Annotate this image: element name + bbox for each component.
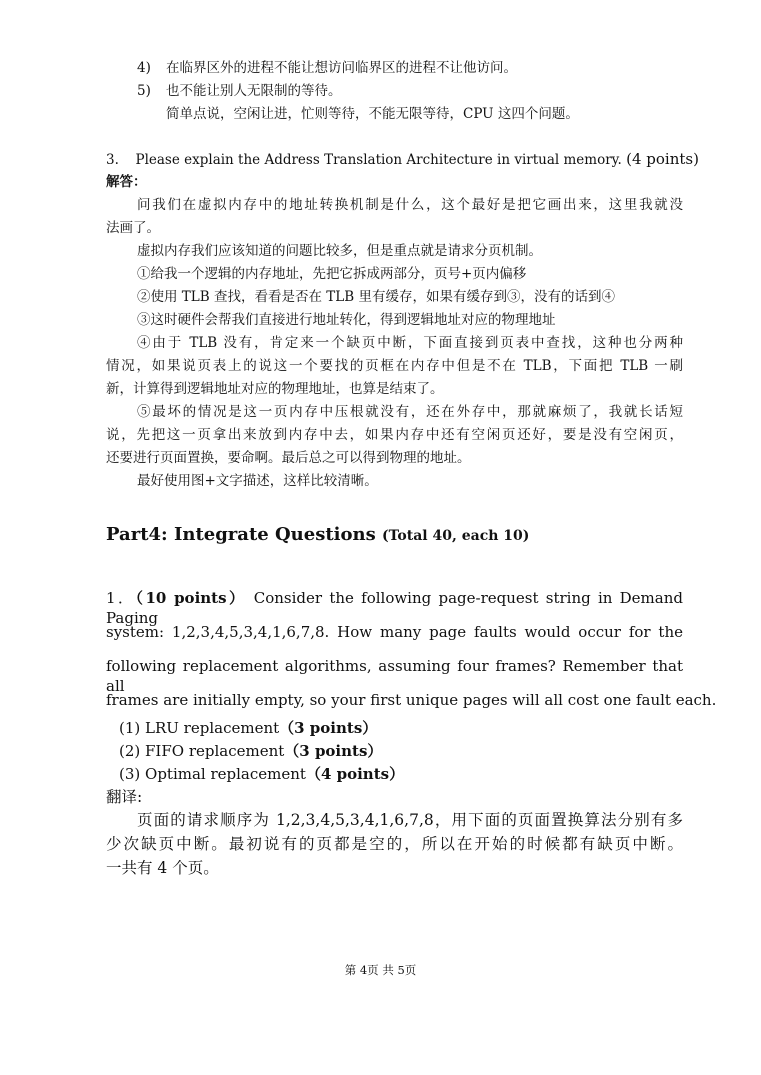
list-number: 4)	[137, 60, 151, 76]
answer-line: 还要进行页面置换，要命啊。最后总之可以得到物理的地址。	[106, 450, 471, 466]
answer-line: 新，计算得到逻辑地址对应的物理地址，也算是结束了。	[106, 381, 444, 397]
page-footer: 第 4页 共 5页	[344, 963, 417, 977]
question-3	[106, 150, 699, 169]
answer-line: 最好使用图+文字描述，这样比较清晰。	[137, 473, 378, 489]
answer-line: ②使用 TLB 查找，看看是否在 TLB 里有缓存，如果有缓存到③，没有的话到④	[137, 289, 615, 305]
translation-label: 翻译:	[106, 788, 143, 806]
answer-line: ④由于 TLB 没有，肯定来一个缺页中断，下面直接到页表中查找，这种也分两种	[137, 335, 683, 351]
answer-line: 法画了。	[106, 220, 160, 236]
translation-line: 页面的请求顺序为 1,2,3,4,5,3,4,1,6,7,8，用下面的页面置换算法分别有多	[137, 811, 683, 829]
answer-line: 情况，如果说页表上的说这一个要找的页框在内存中但是不在 TLB，下面把 TLB 一刷	[106, 358, 683, 374]
answer-line: 问我们在虚拟内存中的地址转换机制是什么，这个最好是把它画出来，这里我就没	[137, 197, 683, 213]
list-item-text: 也不能让别人无限制的等待。	[166, 83, 342, 99]
translation-line: 少次缺页中断。最初说有的页都是空的，所以在开始的时候都有缺页中断。	[106, 835, 683, 853]
option-lru: (1) LRU replacement（3 points）	[119, 719, 378, 737]
section-title: Part4: Integrate Questions	[106, 524, 376, 545]
answer-line: ③这时硬件会帮我们直接进行地址转化，得到逻辑地址对应的物理地址	[137, 312, 556, 328]
translation-line: 一共有 4 个页。	[106, 859, 219, 877]
question-points: (4 points)	[626, 150, 699, 168]
answer-line: 说，先把这一页拿出来放到内存中去，如果内存中还有空闲页还好，要是没有空闲页，	[106, 427, 683, 443]
summary-text: 简单点说，空闲让进，忙则等待，不能无限等待，CPU 这四个问题。	[166, 106, 579, 122]
section-heading	[106, 524, 529, 545]
list-number: 5)	[137, 83, 151, 99]
option-optimal: (3) Optimal replacement（4 points）	[119, 765, 405, 783]
section-subtitle: (Total 40, each 10)	[382, 528, 530, 544]
question-1-line: following replacement algorithms, assuming four frames? Remember that all	[106, 657, 683, 695]
question-number: 3.	[106, 152, 119, 168]
list-item-text: 在临界区外的进程不能让想访问临界区的进程不让他访问。	[166, 60, 517, 76]
question-text: Please explain the Address Translation Architecture in virtual memory.	[135, 152, 622, 168]
answer-line: ①给我一个逻辑的内存地址，先把它拆成两部分，页号+页内偏移	[137, 266, 527, 282]
question-1-line: system: 1,2,3,4,5,3,4,1,6,7,8. How many page faults would occur for the	[106, 623, 683, 641]
answer-line: ⑤最坏的情况是这一页内存中压根就没有，还在外存中，那就麻烦了，我就长话短	[137, 404, 683, 420]
question-points: （10 points）	[135, 589, 247, 607]
option-fifo: (2) FIFO replacement（3 points）	[119, 742, 383, 760]
answer-label: 解答：	[106, 174, 147, 190]
answer-line: 虚拟内存我们应该知道的问题比较多，但是重点就是请求分页机制。	[137, 243, 542, 259]
question-text: Consider the following page-request string in Demand Paging	[106, 589, 683, 627]
question-number: 1．	[106, 589, 136, 607]
question-1-line: frames are initially empty, so your first unique pages will all cost one fault each.	[106, 691, 717, 709]
